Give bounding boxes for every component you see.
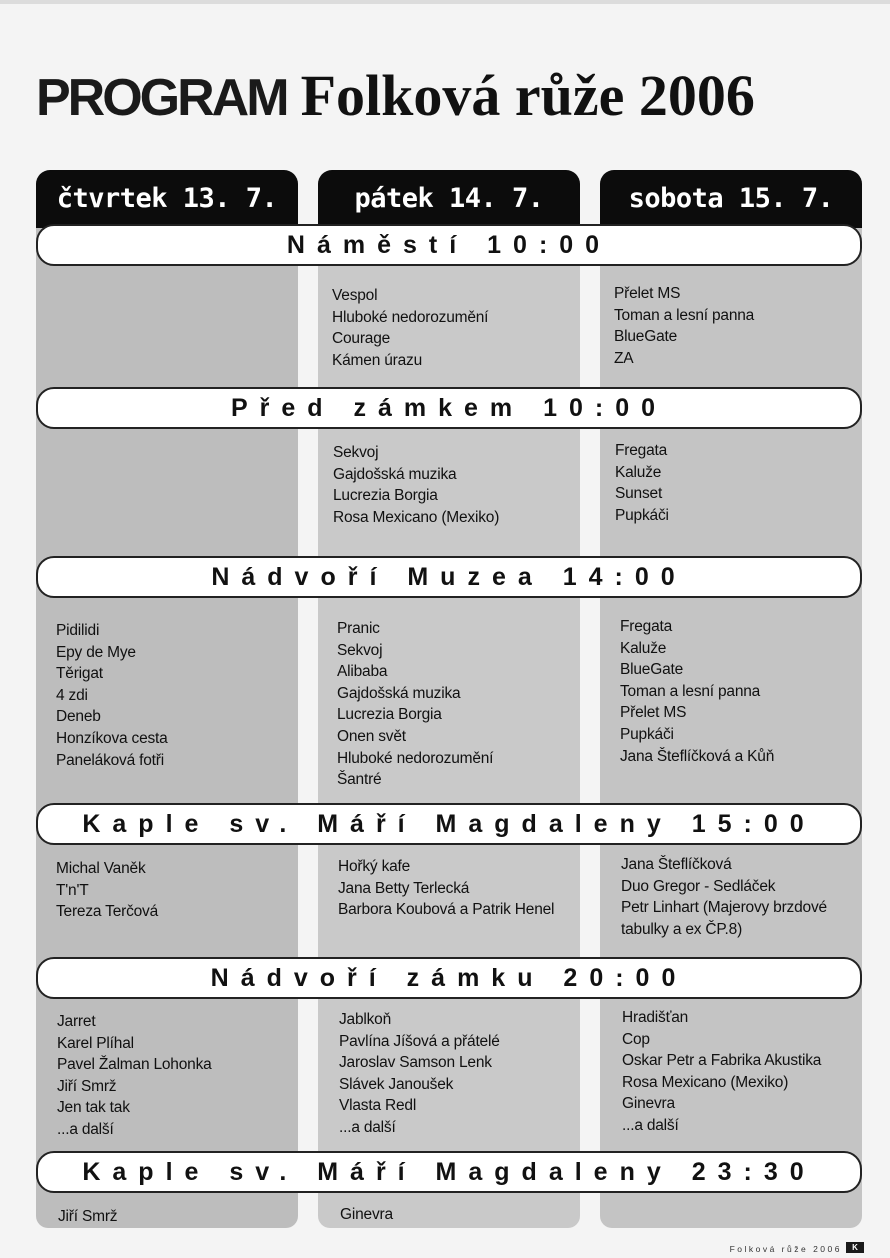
performer: Jana Betty Terlecká — [338, 879, 470, 897]
performer: Duo Gregor - Sedláček — [621, 877, 776, 895]
slot-list-pred-zamkem-friday — [333, 442, 583, 528]
performer: Onen svět — [337, 727, 406, 745]
footer-text: Folková růže 2006 — [729, 1244, 842, 1254]
title-program: PROGRAM — [36, 69, 287, 127]
performer: Courage — [332, 330, 391, 348]
performer: Toman a lesní panna — [620, 682, 761, 700]
performer: Jablkoň — [339, 1011, 392, 1028]
performer: Sunset — [615, 485, 663, 503]
performer: Michal Vaněk — [56, 860, 146, 877]
performer: Rosa Mexicano (Mexiko) — [622, 1073, 789, 1091]
performer: ZA — [614, 349, 634, 367]
performer: Sekvoj — [333, 444, 379, 461]
performer: Přelet MS — [620, 704, 687, 722]
venue-bar-kaple-2330: Kaple sv. Máří Magdaleny 23:30 — [36, 1151, 862, 1193]
performer: Lucrezia Borgia — [337, 706, 442, 724]
top-edge — [0, 0, 890, 4]
performer: Cop — [622, 1030, 650, 1048]
performer: Jarret — [57, 1013, 96, 1030]
performer: Gajdošská muzika — [333, 465, 457, 483]
performer: Pupkáči — [620, 725, 674, 743]
slot-list-kaple-2330-friday — [340, 1204, 590, 1226]
performer: Sekvoj — [337, 641, 383, 659]
performer: Vespol — [332, 287, 378, 304]
performer: Honzíkova cesta — [56, 729, 168, 747]
performer: Pranic — [337, 620, 380, 637]
day-header-friday: pátek 14. 7. — [318, 170, 580, 228]
performer: Slávek Janoušek — [339, 1075, 454, 1093]
venue-bar-pred-zamkem: Před zámkem 10:00 — [36, 387, 862, 429]
performer: Kaluže — [620, 639, 667, 657]
performer: Fregata — [615, 442, 668, 459]
performer: Deneb — [56, 708, 101, 726]
performer: Vlasta Redl — [339, 1097, 417, 1115]
publisher-logo: K — [846, 1242, 864, 1253]
page-title — [36, 62, 755, 132]
day-header-thursday: čtvrtek 13. 7. — [36, 170, 298, 228]
performer: Ginevra — [622, 1095, 675, 1113]
slot-list-nadvori-zamku-thursday — [57, 1011, 307, 1141]
venue-bar-nadvori-muzea: Nádvoří Muzea 14:00 — [36, 556, 862, 598]
performer: ...a další — [622, 1116, 679, 1134]
slot-list-nadvori-muzea-friday — [337, 618, 587, 791]
performer: Lucrezia Borgia — [333, 487, 438, 505]
slot-list-nadvori-muzea-saturday — [620, 616, 870, 767]
performer: BlueGate — [614, 328, 678, 346]
performer: Hluboké nedorozumění — [337, 749, 494, 767]
performer: Pupkáči — [615, 506, 669, 524]
slot-list-nadvori-zamku-saturday — [622, 1007, 872, 1137]
performer: Barbora Koubová a Patrik Henel — [338, 901, 555, 919]
performer: BlueGate — [620, 661, 684, 679]
performer: Pidilidi — [56, 622, 100, 639]
performer: Oskar Petr a Fabrika Akustika — [622, 1052, 822, 1070]
slot-list-namesti-saturday — [614, 283, 864, 369]
slot-list-kaple-1500-friday — [338, 856, 588, 921]
slot-list-kaple-1500-saturday — [621, 854, 871, 940]
performer: Kámen úrazu — [332, 351, 422, 369]
venue-bar-namesti: Náměstí 10:00 — [36, 224, 862, 266]
performer: Rosa Mexicano (Mexiko) — [333, 508, 500, 526]
venue-bar-nadvori-zamku: Nádvoří zámku 20:00 — [36, 957, 862, 999]
performer: Petr Linhart (Majerovy brzdové — [621, 899, 827, 917]
performer: Epy de Mye — [56, 643, 136, 661]
performer: Hradišťan — [622, 1009, 689, 1026]
performer: Jaroslav Samson Lenk — [339, 1054, 492, 1072]
performer: Jana Šteflíčková — [621, 856, 732, 873]
performer: Ginevra — [340, 1206, 393, 1223]
slot-list-kaple-2330-thursday — [58, 1206, 308, 1228]
performer: ...a další — [57, 1120, 114, 1138]
day-header-saturday: sobota 15. 7. — [600, 170, 862, 228]
performer: Šantré — [337, 771, 382, 789]
performer: ...a další — [339, 1118, 396, 1136]
performer: Paneláková fotři — [56, 751, 164, 769]
performer: Hořký kafe — [338, 858, 411, 875]
performer: tabulky a ex ČP.8) — [621, 920, 743, 938]
performer: Těrigat — [56, 665, 103, 683]
performer: Pavlína Jíšová a přátelé — [339, 1032, 500, 1050]
slot-list-nadvori-zamku-friday — [339, 1009, 589, 1139]
slot-list-pred-zamkem-saturday — [615, 440, 865, 526]
performer: Jana Šteflíčková a Kůň — [620, 747, 775, 765]
performer: Pavel Žalman Lohonka — [57, 1056, 212, 1074]
performer: Přelet MS — [614, 285, 681, 302]
performer: Tereza Terčová — [56, 903, 159, 921]
performer: Jiří Smrž — [57, 1077, 117, 1095]
slot-list-kaple-1500-thursday — [56, 858, 306, 923]
performer: Alibaba — [337, 663, 388, 681]
performer: 4 zdi — [56, 686, 88, 704]
performer: Jen tak tak — [57, 1099, 130, 1117]
performer: Fregata — [620, 618, 673, 635]
title-festival: Folková růže 2006 — [300, 63, 755, 128]
performer: Hluboké nedorozumění — [332, 308, 489, 326]
performer: Kaluže — [615, 463, 662, 481]
performer: Karel Plíhal — [57, 1034, 134, 1052]
performer: Jiří Smrž — [58, 1208, 118, 1225]
performer: Gajdošská muzika — [337, 684, 461, 702]
slot-list-nadvori-muzea-thursday — [56, 620, 306, 771]
venue-bar-kaple-1500: Kaple sv. Máří Magdaleny 15:00 — [36, 803, 862, 845]
performer: Toman a lesní panna — [614, 306, 755, 324]
slot-list-namesti-friday — [332, 285, 582, 371]
performer: T'n'T — [56, 881, 89, 899]
